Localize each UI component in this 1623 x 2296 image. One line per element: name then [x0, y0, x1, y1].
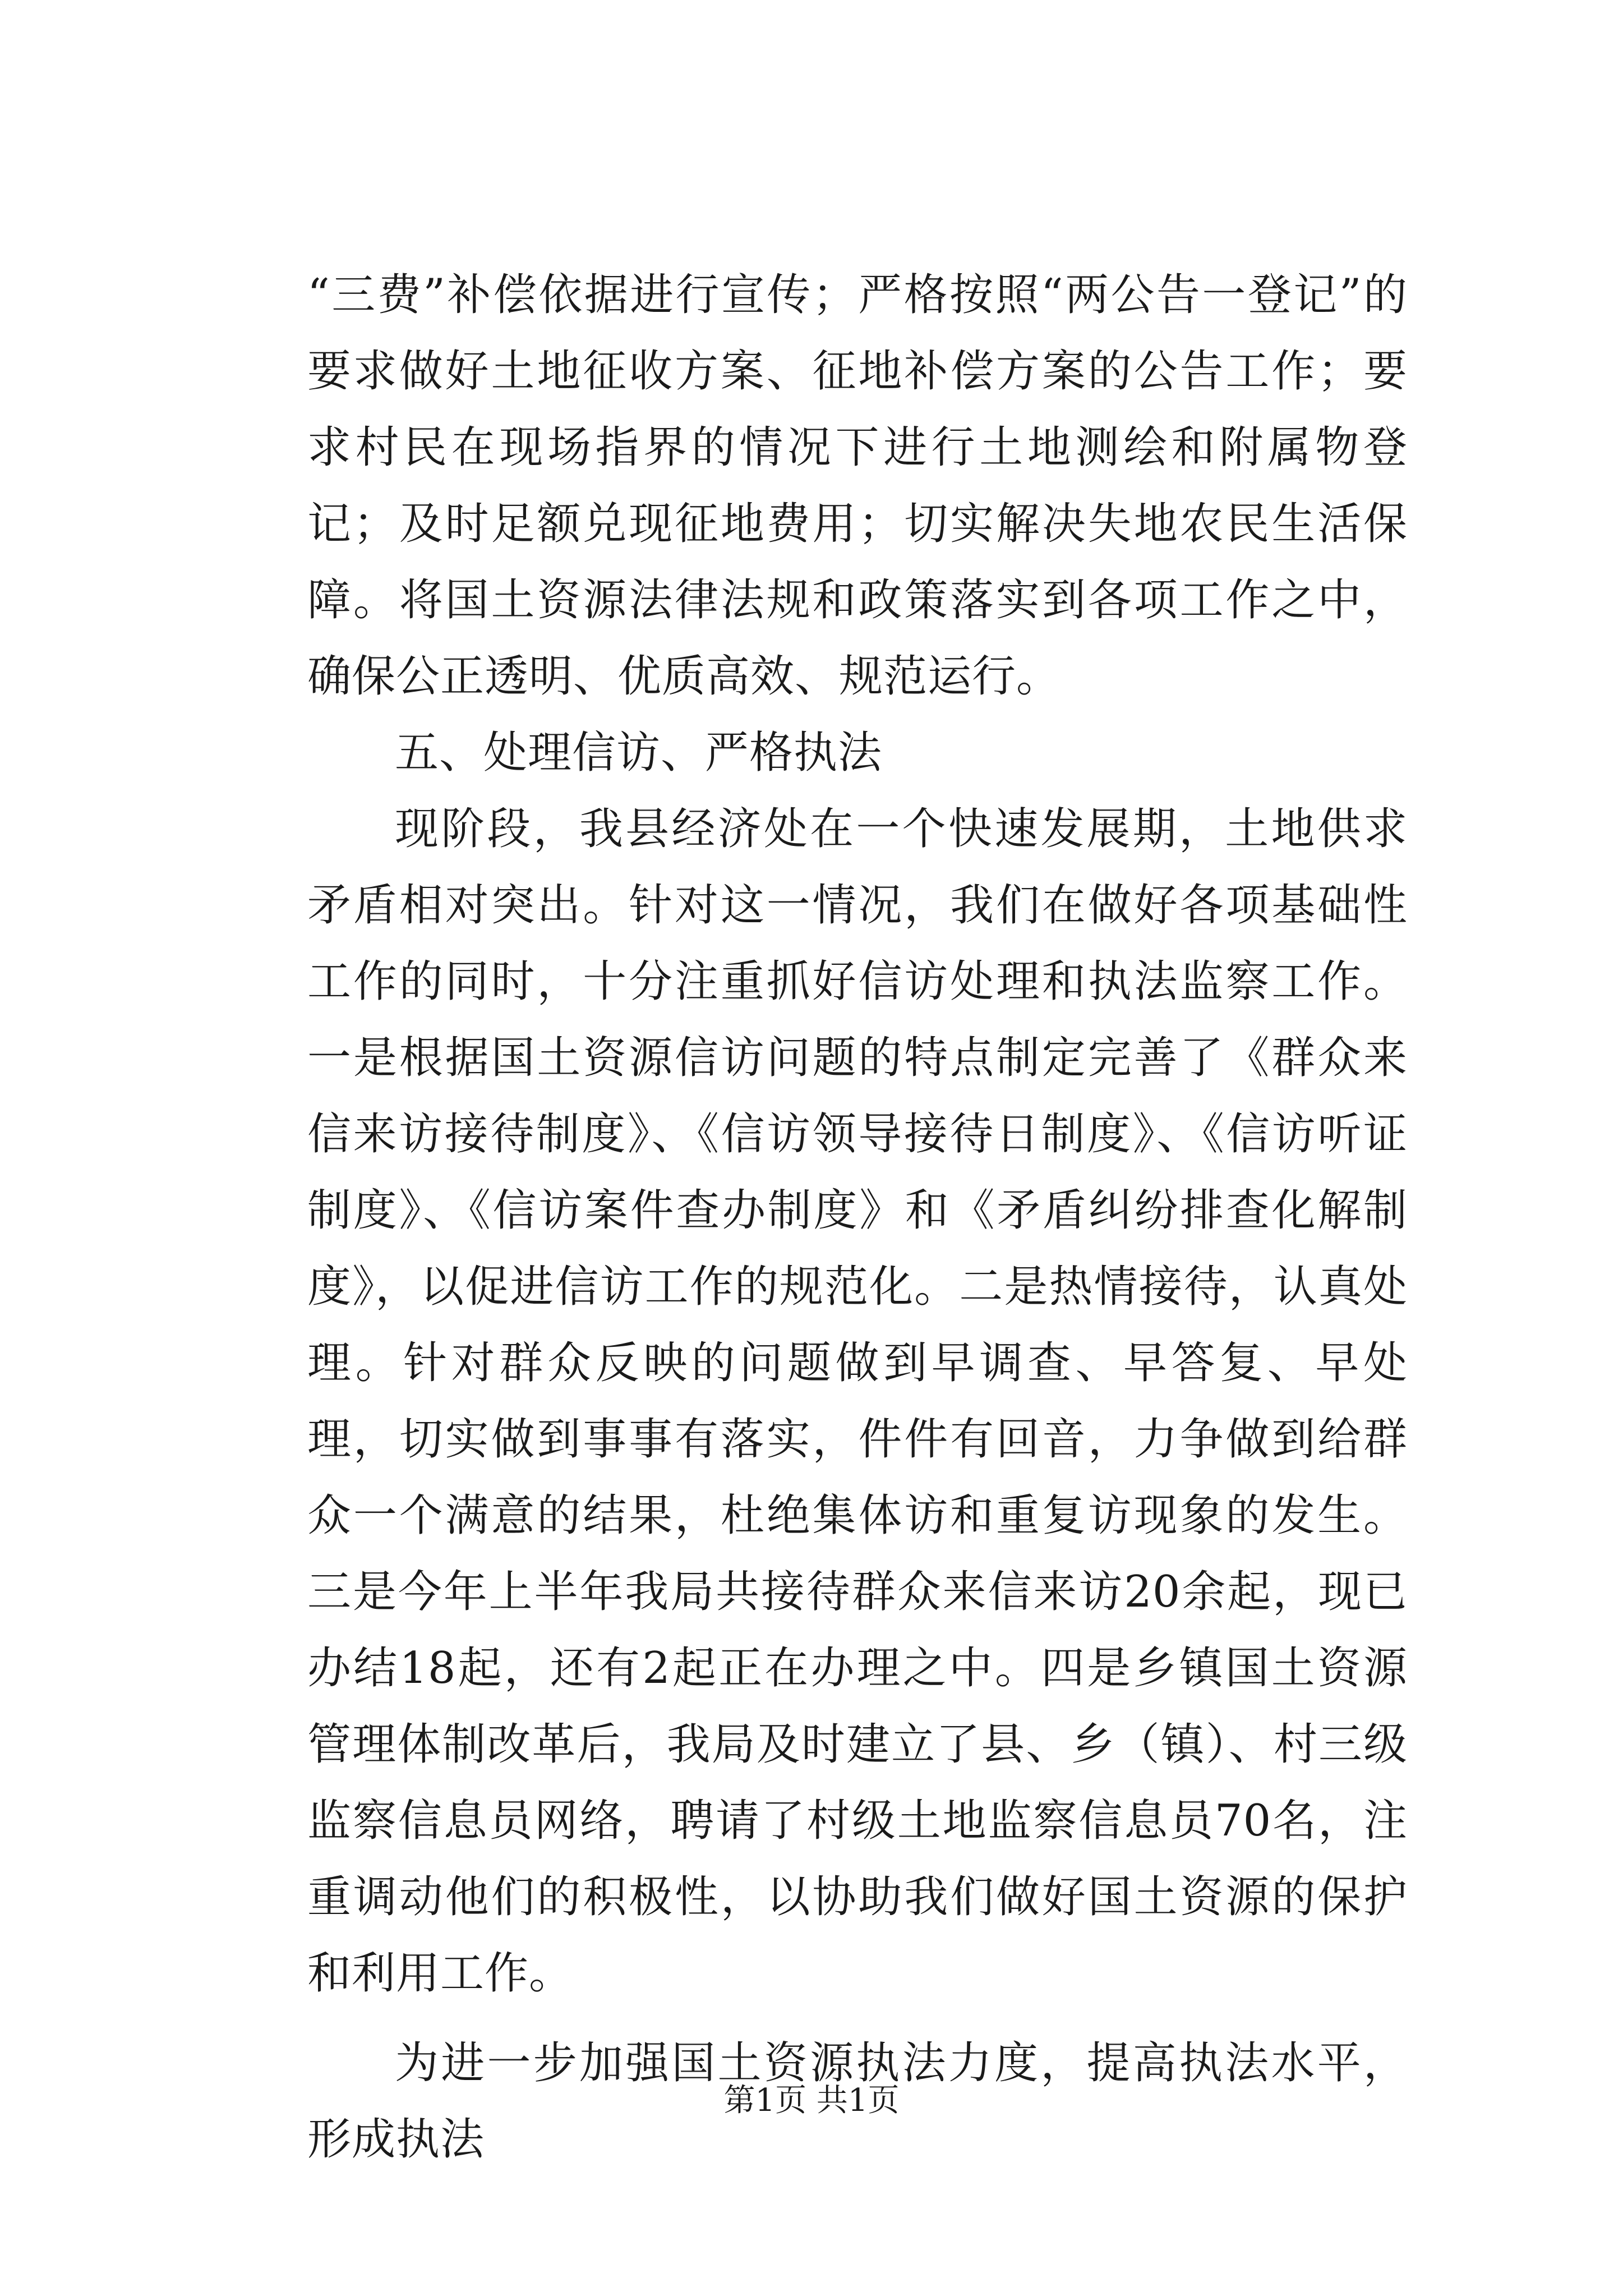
page-footer: 第1页 共1页: [723, 2082, 900, 2119]
paragraph-continuation: “三费”补偿依据进行宣传；严格按照“两公告一登记”的要求做好土地征收方案、征地补偿方案的公告工作；要求村民在现场指界的情况下进行土地测绘和附属物登记；及时足额兑现征地费用；切实解决失地农民生活保障。将国土资源法律法规和政策落实到各项工作之中，确保公正透明、优质高效、规范运行。: [307, 270, 1408, 702]
document-body: [307, 257, 1408, 2178]
paragraph-enforcement: 为进一步加强国土资源执法力度，提高执法水平，形成执法: [307, 2038, 1408, 2165]
section-heading: 五、处理信访、严格执法: [395, 728, 883, 778]
paragraph-petitions: 现阶段，我县经济处在一个快速发展期，土地供求矛盾相对突出。针对这一情况，我们在做好各项基础性工作的同时，十分注重抓好信访处理和执法监察工作。一是根据国土资源信访问题的特点制定完善了《群众来信来访接待制度》、《信访领导接待日制度》、《信访听证制度》、《信访案件查办制度》和《矛盾纠纷排查化解制度》，以促进信访工作的规范化。二是热情接待，认真处理。针对群众反映的问题做到早调查、早答复、早处理，切实做到事事有落实，件件有回音，力争做到给群众一个满意的结果，杜绝集体访和重复访现象的发生。三是今年上半年我局共接待群众来信来访20余起，现已办结18起，还有2起正在办理之中。四是乡镇国土资源管理体制改革后，我局及时建立了县、乡（镇）、村三级监察信息员网络，聘请了村级土地监察信息员70名，注重调动他们的积极性，以协助我们做好国土资源的保护和利用工作。: [307, 804, 1408, 1999]
